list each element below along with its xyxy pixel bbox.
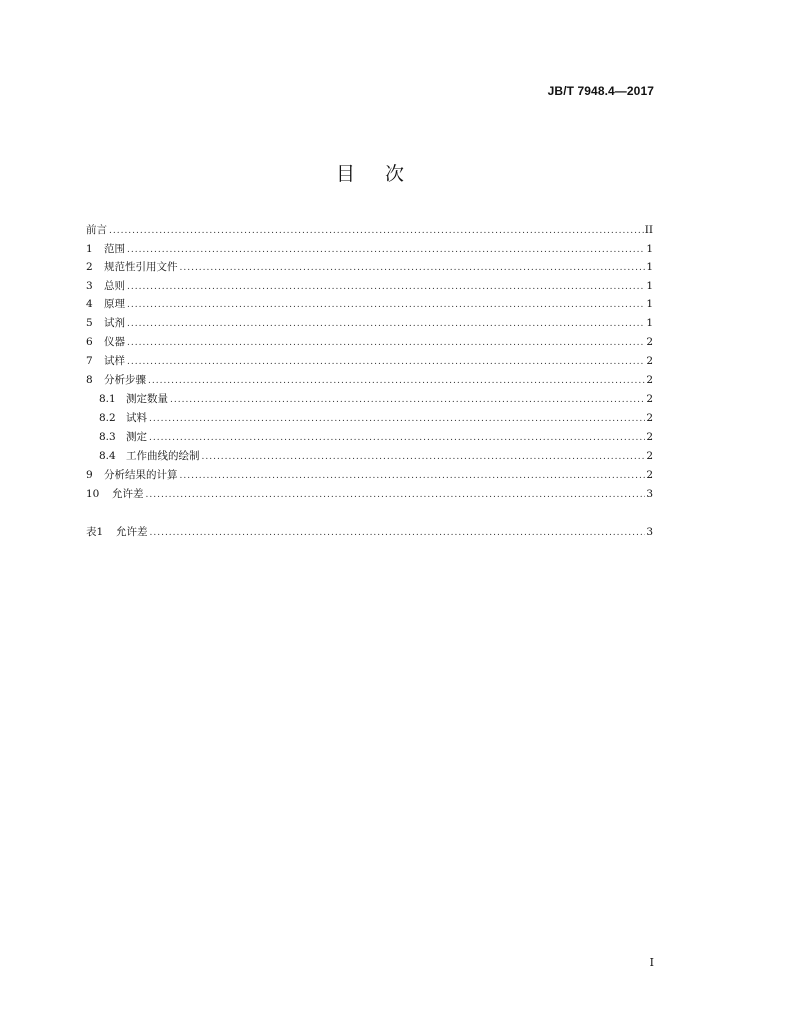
toc-entry-number: 8.2 <box>99 412 116 424</box>
toc-entry-number: 1 <box>86 243 93 255</box>
toc-entry-page: 2 <box>646 450 653 462</box>
toc-entry-label: 试样 <box>104 355 125 367</box>
toc-entry-number: 5 <box>86 317 93 329</box>
toc-entry-label: 前言 <box>86 224 107 236</box>
toc-entry-page: 2 <box>646 412 653 424</box>
toc-entry-number: 7 <box>86 355 93 367</box>
toc-table-label: 允许差 <box>116 526 148 538</box>
toc-entry-label: 测定 <box>126 431 147 443</box>
toc-entry-page: 2 <box>646 336 653 348</box>
toc-entry-5[interactable] <box>86 314 653 332</box>
toc-entry-page: 2 <box>646 469 653 481</box>
toc-leader <box>127 241 645 259</box>
toc-leader <box>127 296 645 314</box>
toc-entry-6[interactable] <box>86 333 653 351</box>
toc-entry-label: 允许差 <box>112 488 144 500</box>
toc-entry-2[interactable] <box>86 258 653 276</box>
toc-leader <box>127 278 645 296</box>
toc-entry-number: 4 <box>86 298 93 310</box>
toc-entry-8[interactable] <box>86 371 653 389</box>
toc-table-1[interactable] <box>86 523 653 541</box>
toc-entry-7[interactable] <box>86 352 653 370</box>
toc-entry-page: 2 <box>646 355 653 367</box>
toc-entry-page: 1 <box>646 317 653 329</box>
toc-leader <box>148 372 645 390</box>
toc-entry-page: 1 <box>646 298 653 310</box>
toc-entry-10[interactable] <box>86 485 653 503</box>
toc-entry-page: 1 <box>646 243 653 255</box>
toc-leader <box>170 391 645 409</box>
toc-leader <box>109 222 644 240</box>
toc-entry-9[interactable] <box>86 466 653 484</box>
toc-entry-number: 3 <box>86 280 93 292</box>
toc-entry-8-3[interactable] <box>99 428 653 446</box>
toc-table-page: 3 <box>646 526 653 538</box>
toc-leader <box>146 486 646 504</box>
toc-entry-label: 分析结果的计算 <box>104 469 178 481</box>
toc-entry-page: 1 <box>646 261 653 273</box>
toc-entry-page: 2 <box>646 374 653 386</box>
toc-entry-label: 仪器 <box>104 336 125 348</box>
toc-leader <box>150 524 646 542</box>
toc-entry-number: 2 <box>86 261 93 273</box>
toc-entry-page: 1 <box>646 280 653 292</box>
toc-entry-8-1[interactable] <box>99 390 653 408</box>
toc-leader <box>127 353 645 371</box>
toc-entry-label: 原理 <box>104 298 125 310</box>
toc-entry-page: 2 <box>646 393 653 405</box>
page-title <box>0 159 740 186</box>
toc-entry-number: 6 <box>86 336 93 348</box>
toc-leader <box>202 448 646 466</box>
toc-entry-label: 试剂 <box>104 317 125 329</box>
toc-leader <box>127 334 645 352</box>
toc-entry-label: 试料 <box>126 412 147 424</box>
toc-entry-label: 测定数量 <box>126 393 168 405</box>
toc-entry-page: 3 <box>646 488 653 500</box>
toc-leader <box>149 429 645 447</box>
toc-table-number: 表1 <box>86 526 104 538</box>
toc-entry-label: 工作曲线的绘制 <box>126 450 200 462</box>
toc-leader <box>180 467 646 485</box>
page-title-char-1: 目 <box>335 163 355 185</box>
toc-entry-8-4[interactable] <box>99 447 653 465</box>
toc-leader <box>149 410 645 428</box>
toc-leader <box>180 259 646 277</box>
toc-entry-label: 分析步骤 <box>104 374 146 386</box>
toc-entry-number: 10 <box>86 488 100 500</box>
toc-entry-label: 规范性引用文件 <box>104 261 178 273</box>
toc-entry-4[interactable] <box>86 295 653 313</box>
toc-entry-number: 8.4 <box>99 450 116 462</box>
toc-entry-foreword[interactable] <box>86 221 653 239</box>
toc-entry-page: 2 <box>646 431 653 443</box>
standard-code: JB/T 7948.4—2017 <box>547 84 654 98</box>
toc-entry-label: 范围 <box>104 243 125 255</box>
toc-entry-number: 9 <box>86 469 93 481</box>
page-number: I <box>649 956 654 969</box>
toc-entry-number: 8.3 <box>99 431 116 443</box>
toc-entry-number: 8.1 <box>99 393 116 405</box>
toc-entry-page: II <box>644 224 653 236</box>
toc-leader <box>127 315 645 333</box>
toc-entry-8-2[interactable] <box>99 409 653 427</box>
toc-entry-3[interactable] <box>86 277 653 295</box>
toc-entry-label: 总则 <box>104 280 125 292</box>
toc-entry-number: 8 <box>86 374 93 386</box>
toc-entry-1[interactable] <box>86 240 653 258</box>
page-title-char-2: 次 <box>385 163 405 185</box>
